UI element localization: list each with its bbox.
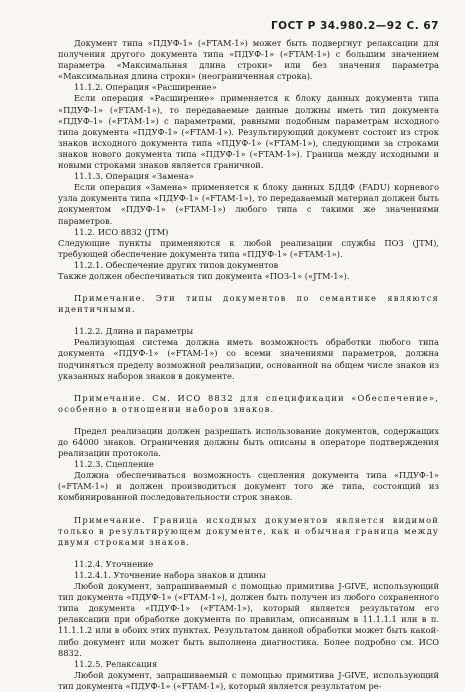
section-heading-11-1-2: 11.1.2. Операция «Расширение» xyxy=(74,82,217,93)
paragraph-relaxation: Любой документ, запрашиваемый с помощью примитива J-GIVE, использующий тип документа «ПДУФ-1» («FTAM-1»), который является результатом ре- xyxy=(58,669,439,691)
paragraph-concatenation: Должна обеспечиваться возможность сцепления документа типа «ПДУФ-1» («FTAM-1») и должен производиться документ того же типа, состоящий из комбинированной последовательности строк знаков. xyxy=(58,470,439,503)
paragraph-replace: Если операция «Замена» применяется к блоку данных БДДФ (FADU) корневого узла документа типа «ПДУФ-1» («FTAM-1»), то передаваемый материал должен быть документом «ПДУФ-1» («FTAM-1») любого типа с такими же значениями параметров. xyxy=(58,182,439,226)
page-header: ГОСТ Р 34.980.2—92 С. 67 xyxy=(270,20,439,32)
paragraph-jtm-scope: Следующие пункты применяются к любой реализации службы ПОЗ (JTM), требующей обеспечение документа типа «ПДУФ-1» («FTAM-1»). xyxy=(58,237,439,259)
section-heading-11-2-5: 11.2.5. Релаксация xyxy=(74,658,158,669)
section-heading-11-2-4: 11.2.4. Уточнение xyxy=(74,558,154,569)
section-heading-11-1-3: 11.1.3. Операция «Замена» xyxy=(74,171,195,182)
section-heading-11-2-4-1: 11.2.4.1. Уточнение набора знаков и длины xyxy=(74,569,266,580)
paragraph-jtm-1: Также должен обеспечиваться тип документа «ПОЗ-1» («JTM-1»). xyxy=(58,270,350,281)
paragraph-extension: Если операция «Расширение» применяется к блоку данных документа типа «ПДУФ-1» («FTAM-1»), то передаваемые данные должны иметь тип документа «ПДУФ-1» («FTAM-1») с параметрами, равными подобным параметрам исходного типа документа «ПДУФ-1» («FTAM-1»). Результирующий документ состоит из строк знаков исходного документа типа «ПДУФ-1» («FTAM-1»), следующими за строками знаков нового документа типа «ПДУФ-1» («FTAM-1»). Граница между исходными и новыми строками знаков является граничной. xyxy=(58,93,439,171)
document-body xyxy=(58,38,439,692)
section-heading-11-2-2: 11.2.2. Длина и параметры xyxy=(74,326,194,337)
note-identical: Примечание. Эти типы документов по семантике являются идентичными. xyxy=(58,293,439,315)
note-boundary: Примечание. Граница исходных документов является видимой только в результирующем документе, как и обычная граница между двумя строками знаков. xyxy=(58,514,439,547)
section-heading-11-2: 11.2. ИСО 8832 (JTM) xyxy=(74,226,169,237)
section-heading-11-2-3: 11.2.3. Сцепление xyxy=(74,459,154,470)
paragraph-length-params: Реализующая система должна иметь возможность обработки любого типа документа «ПДУФ-1» («FTAM-1») со всеми значениями параметров, должна подчиняться пределу возможной реализации, основанной на общем числе знаков из указанных наборов знаков в документе. xyxy=(58,337,439,381)
note-iso-8832: Примечание. См. ИСО 8832 для спецификации «Обеспечение», особенно в отношении наборов знаков. xyxy=(58,392,439,414)
section-heading-11-2-1: 11.2.1. Обеспечение других типов документов xyxy=(74,259,279,270)
paragraph-relaxation-intro: Документ типа «ПДУФ-1» («FTAM-1») может быть подвергнут релаксации для получения другого документа типа «ПДУФ-1» («FTAM-1») с большим значением параметра «Максимальная длина строки» или без значения параметра «Максимальная длина строки» (неограниченная строка). xyxy=(58,38,439,82)
paragraph-limit: Предел реализации должен разрешать использование документов, содержащих до 64000 знаков. Ограничения должны быть описаны в операторе подтверждения реализации протокола. xyxy=(58,425,439,459)
paragraph-refinement: Любой документ, запрашиваемый с помощью примитива J-GIVE, использующий тип документа «ПДУФ-1» («FTAM-1»), должен быть получен из любого сохраненного типа документа «ПДУФ-1» («FTAM-1»), который является результатом его релаксации при обработке документа по правилам, описанным в 11.1.1.1 или в п. 11.1.1.2 или в обоих этих пунктах. Результатом данной обработки может быть какой-либо документ или может быть выполнена диагностика. Более подробно см. ИСО 8832. xyxy=(58,581,439,658)
